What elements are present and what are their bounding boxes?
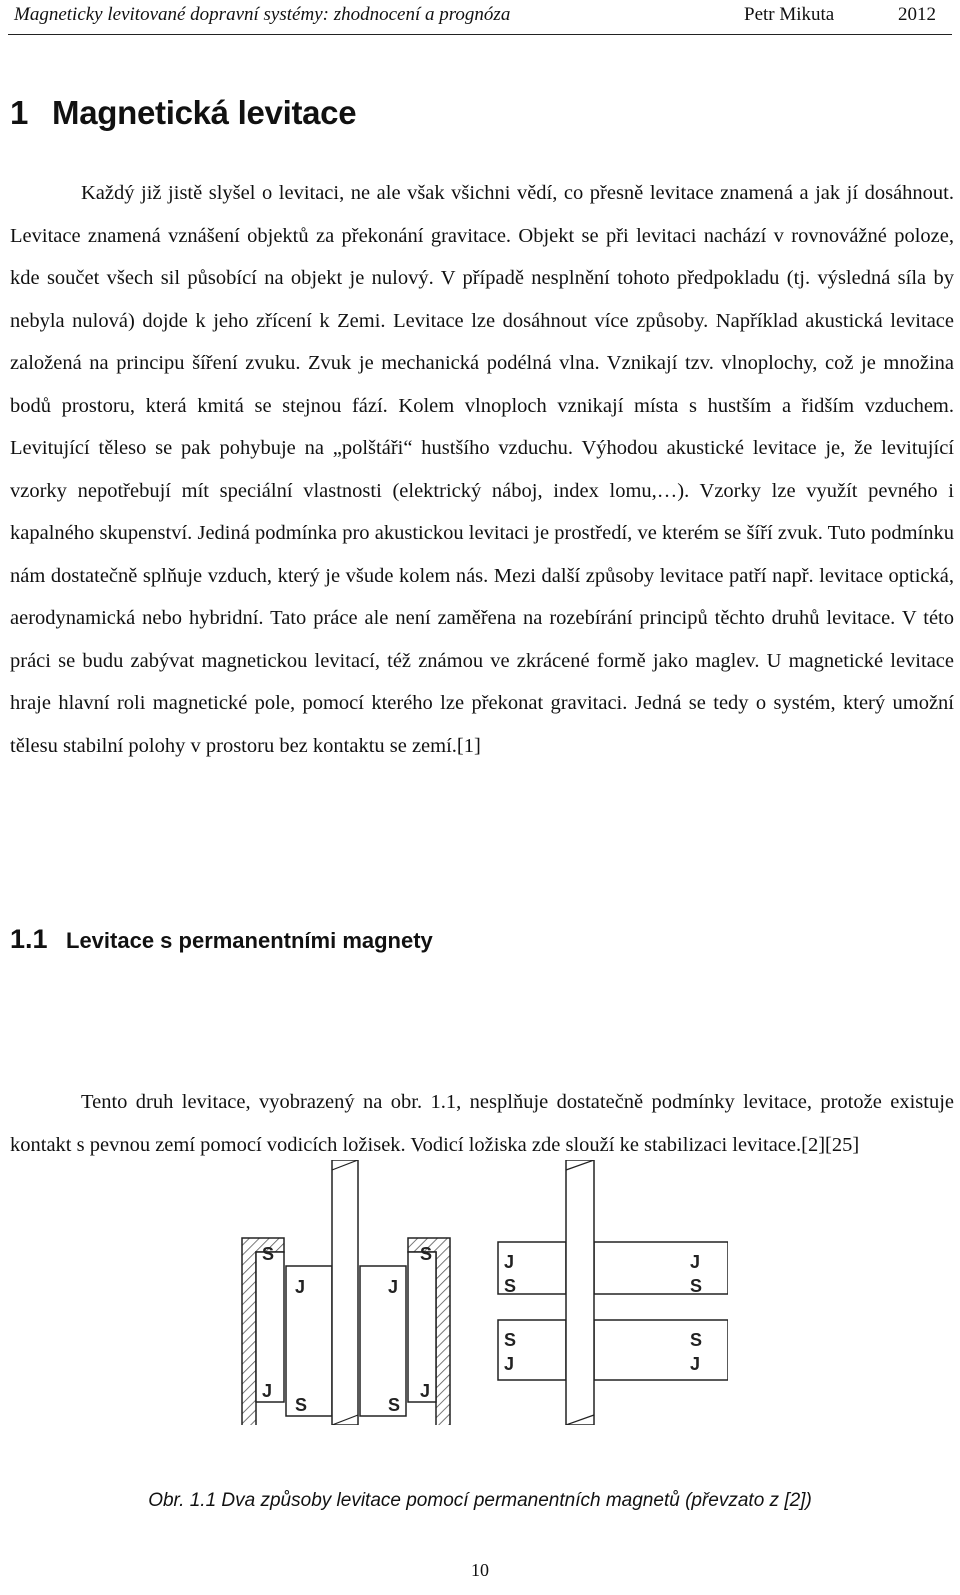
page-header xyxy=(0,0,960,34)
right-magnet-assembly xyxy=(498,1160,728,1425)
right-shaft xyxy=(566,1160,594,1425)
magnet-pole-label: J xyxy=(690,1354,701,1374)
section-number: 1 xyxy=(10,94,29,131)
magnet-pole-label: S xyxy=(690,1330,703,1350)
magnet-pole-label: S xyxy=(690,1276,703,1296)
upper-right-magnet xyxy=(594,1242,728,1294)
section-paragraph: Každý již jistě slyšel o levitaci, ne ale však všichni vědí, co přesně levitace znamená a jak jí dosáhnout. Levitace znamená vznášení objektů za překonání gravitace. Objekt se při levitaci nachází v rovnovážné poloze, kde součet všech sil působící na objekt je nulový. V případě nesplnění tohoto předpokladu (tj. výsledná síla by nebyla nulová) dojde k jeho zřícení k Zemi. Levitace lze dosáhnout více způsoby. Například akustická levitace založená na principu šíření zvuku. Zvuk je mechanická podélná vlna. Vznikají tzv. vlnoplochy, což je množina bodů prostoru, která kmitá se stejnou fází. Kolem vlnoploch vznikají místa s hustším a řidším vzduchem. Levitující těleso se pak pohybuje na „polštáři“ hustšího vzduchu. Výhodou akustické levitace je, že levitující vzorky nepotřebují mít speciální vlastnosti (elektrický náboj, index lomu,…). Vzorky lze využít pevného i kapalného skupenství. Jediná podmínka pro akustickou levitaci je prostředí, ve kterém se šíří zvuk. Tuto podmínku nám dostatečně splňuje vzduch, který je všude kolem nás. Mezi další způsoby levitace patří např. levitace optická, aerodynamická nebo hybridní. Tato práce ale není zaměřena na rozebírání principů těchto druhů levitace. V této práci se budu zabývat magnetickou levitací, též známou ve zkrácené formě jako maglev. U magnetické levitace hraje hlavní roli magnetické pole, pomocí kterého lze překonat gravitaci. Jedná se tedy o systém, který umožní tělesu stabilní polohy v prostoru bez kontaktu se zemí.[1] xyxy=(10,182,954,757)
right-outer-magnet xyxy=(408,1252,436,1402)
subsection-paragraph: Tento druh levitace, vyobrazený na obr. 1.1, nesplňuje dostatečně podmínky levitace, protože existuje kontakt s pevnou zemí pomocí vodicích ložisek. Vodicí ložiska zde slouží ke stabilizaci levitace.[2][25] xyxy=(10,1091,954,1156)
right-inner-magnet xyxy=(360,1266,406,1416)
magnet-pole-label: S xyxy=(295,1395,308,1415)
header-title: Magneticky levitované dopravní systémy: zhodnocení a prognóza xyxy=(14,4,511,25)
left-shaft xyxy=(332,1160,358,1425)
lower-right-magnet xyxy=(594,1320,728,1380)
header-year: 2012 xyxy=(898,4,936,25)
left-outer-magnet xyxy=(256,1252,284,1402)
magnet-pole-label: S xyxy=(388,1395,401,1415)
magnet-pole-label: J xyxy=(420,1381,431,1401)
levitation-figure xyxy=(228,1160,728,1425)
magnet-pole-label: J xyxy=(262,1381,273,1401)
page-number: 10 xyxy=(471,1560,489,1580)
magnet-pole-label: S xyxy=(420,1244,433,1264)
section-heading xyxy=(10,94,356,132)
header-divider xyxy=(8,34,952,35)
magnet-pole-label: J xyxy=(295,1277,306,1297)
left-magnet-assembly xyxy=(242,1160,450,1425)
subsection-heading xyxy=(10,924,433,955)
magnet-pole-label: J xyxy=(504,1354,515,1374)
magnet-pole-label: J xyxy=(504,1252,515,1272)
section-title: Magnetická levitace xyxy=(52,94,357,131)
magnet-pole-label: S xyxy=(262,1244,275,1264)
magnet-pole-label: S xyxy=(504,1276,517,1296)
subsection-number: 1.1 xyxy=(10,924,48,954)
figure-caption: Obr. 1.1 Dva způsoby levitace pomocí permanentních magnetů (převzato z [2]) xyxy=(148,1490,812,1511)
magnet-pole-label: J xyxy=(690,1252,701,1272)
header-author: Petr Mikuta xyxy=(744,4,835,25)
magnet-pole-label: S xyxy=(504,1330,517,1350)
subsection-title: Levitace s permanentními magnety xyxy=(66,928,433,953)
magnet-pole-label: J xyxy=(388,1277,399,1297)
left-inner-magnet xyxy=(286,1266,332,1416)
